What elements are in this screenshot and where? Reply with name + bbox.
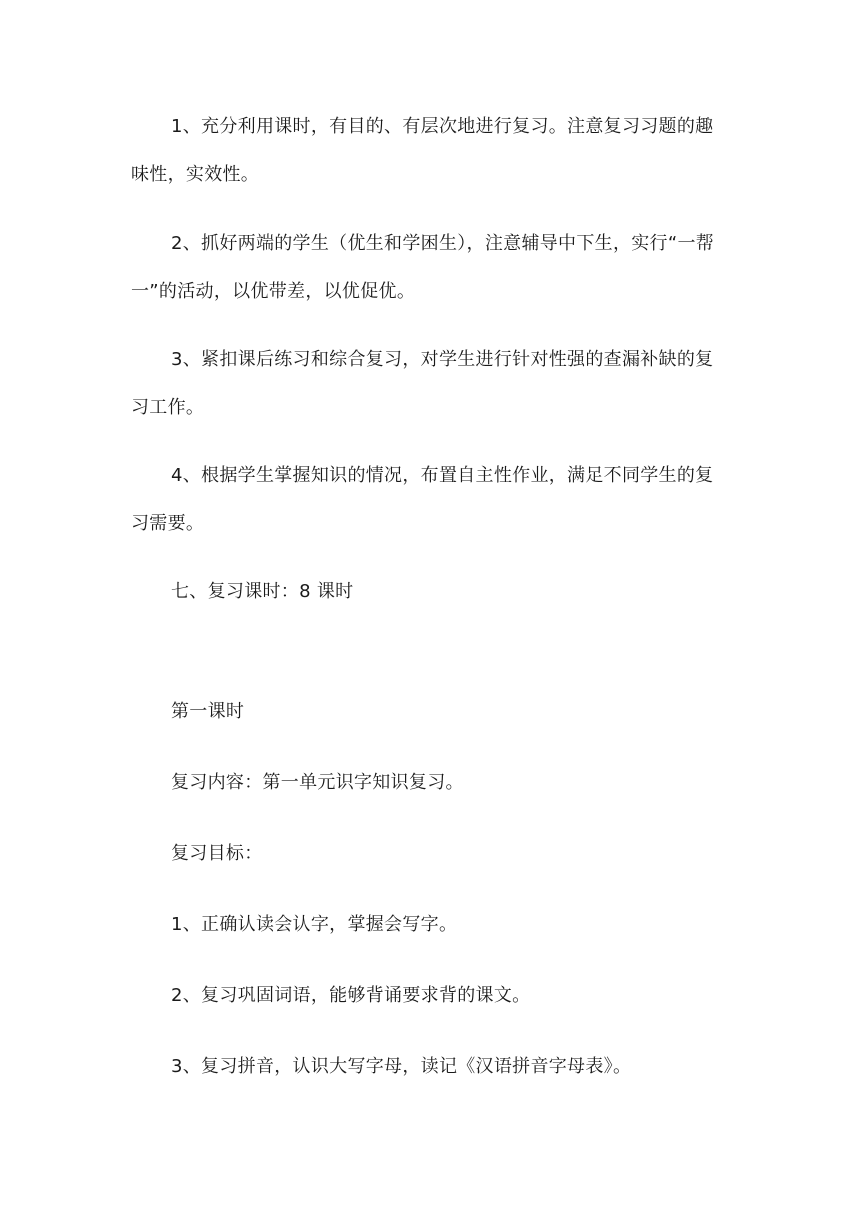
goal-item-2: 2、复习巩固词语，能够背诵要求背的课文。 xyxy=(171,985,531,1006)
section-heading: 七、复习课时：8 课时 xyxy=(171,581,354,602)
goal-item-1: 1、正确认读会认字，掌握会写字。 xyxy=(171,914,458,935)
lesson-title: 第一课时 xyxy=(171,701,245,722)
paragraph-2: 2、抓好两端的学生（优生和学困生），注意辅导中下生，实行“一帮一”的活动，以优带差，以优促优。 xyxy=(131,233,715,302)
review-goals-label: 复习目标： xyxy=(171,843,263,864)
paragraph-4: 4、根据学生掌握知识的情况，布置自主性作业，满足不同学生的复习需要。 xyxy=(131,465,714,534)
review-content: 复习内容：第一单元识字知识复习。 xyxy=(171,772,464,793)
goal-item-3: 3、复习拼音，认识大写字母，读记《汉语拼音字母表》。 xyxy=(171,1056,632,1077)
paragraph-1: 1、充分利用课时，有目的、有层次地进行复习。注意复习习题的趣味性，实效性。 xyxy=(131,116,714,185)
paragraph-3: 3、紧扣课后练习和综合复习，对学生进行针对性强的查漏补缺的复习工作。 xyxy=(131,349,714,418)
